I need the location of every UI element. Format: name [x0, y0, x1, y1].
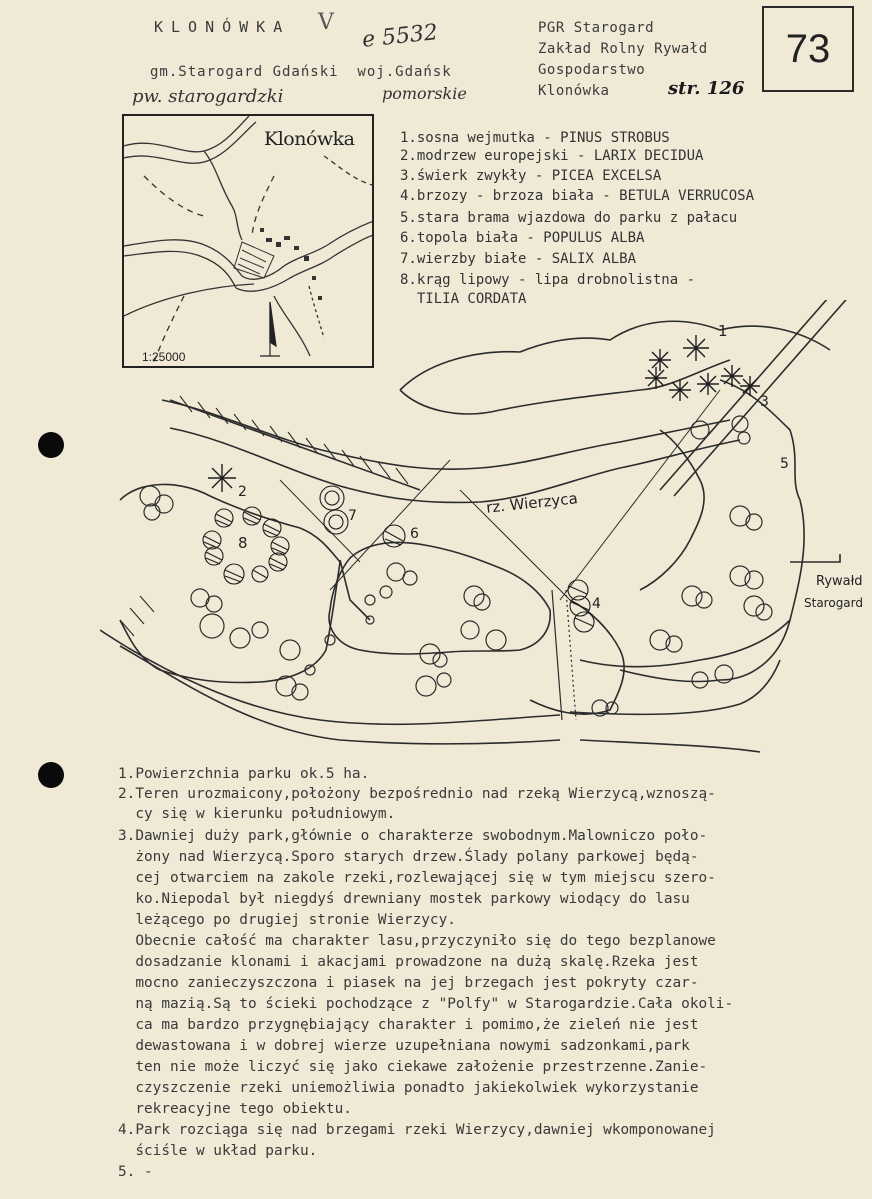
road-label-starogard: Starogard	[804, 596, 863, 610]
description-line-18: 4.Park rozciąga się nad brzegami rzeki Wierzycy,dawniej wkomponowanej	[118, 1122, 716, 1138]
description-line-12: ną mazią.Są to ścieki pochodzące z "Polfy" w Starogardzie.Cała okoli-	[118, 996, 734, 1012]
binder-hole-top	[38, 432, 64, 458]
title-checkmark: V	[318, 10, 334, 35]
legend-item-2: 2.modrzew europejski - LARIX DECIDUA	[400, 148, 704, 164]
description-line-14: dewastowana i w dobrej wierze uzupełniana nowymi sadzonkami,park	[118, 1038, 690, 1054]
institution-line-1: PGR Starogard	[538, 20, 655, 36]
legend-item-3: 3.świerk zwykły - PICEA EXCELSA	[400, 168, 662, 184]
description-line-9: Obecnie całość ma charakter lasu,przyczyniło się do tego bezplanowe	[118, 933, 716, 949]
legend-item-6: 6.topola biała - POPULUS ALBA	[400, 230, 645, 246]
marker-8: 8	[238, 534, 248, 552]
description-line-19: ściśle w układ parku.	[118, 1143, 318, 1159]
river-label: rz. Wierzyca	[485, 489, 579, 517]
description-line-7: ko.Niepodal był niegdyś drewniany mostek parkowy wiodący do lasu	[118, 891, 690, 907]
marker-2: 2	[238, 484, 247, 500]
description-line-3: cy się w kierunku południowym.	[118, 806, 396, 822]
handwritten-voivodeship: pomorskie	[382, 84, 467, 103]
description-line-5: żony nad Wierzycą.Sporo starych drzew.Ślady polany parkowej będą-	[118, 849, 699, 865]
legend-item-5: 5.stara brama wjazdowa do parku z pałacu	[400, 210, 738, 226]
marker-1: 1	[718, 322, 728, 340]
park-plan	[100, 300, 872, 760]
handwritten-code: e 5532	[360, 20, 440, 53]
description-line-16: czyszczenie rzeki uniemożliwia ponadto jakiekolwiek wykorzystanie	[118, 1080, 699, 1096]
legend-item-8: 8.krąg lipowy - lipa drobnolistna -	[400, 272, 696, 288]
description-line-2: 2.Teren urozmaicony,położony bezpośrednio nad rzeką Wierzycą,wznoszą-	[118, 786, 716, 802]
header-location-block	[132, 10, 510, 112]
road-label-rywald: Rywałd	[816, 574, 863, 589]
description-line-11: mocno zanieczyszczona i piasek na jej brzegach jest pokryty czar-	[118, 975, 699, 991]
binder-hole-bottom	[38, 762, 64, 788]
description-line-13: ca ma bardzo przygnębiający charakter i pomimo,że zieleń nie jest	[118, 1017, 699, 1033]
document-title: KLONÓWKA	[154, 18, 291, 36]
inset-scale-label: 1:25000	[142, 350, 186, 364]
description-line-15: ten nie może liczyć się jako ciekawe założenie przestrzenne.Zanie-	[118, 1059, 708, 1075]
legend-item-8-continued: TILIA CORDATA	[400, 291, 527, 307]
description-line-8: leżącego po drugiej stronie Wierzycy.	[118, 912, 456, 928]
legend-item-7: 7.wierzby białe - SALIX ALBA	[400, 251, 637, 267]
marker-4: 4	[592, 596, 601, 612]
institution-line-2: Zakład Rolny Rywałd	[538, 41, 708, 57]
legend-item-4: 4.brzozy - brzoza biała - BETULA VERRUCOSA	[400, 188, 755, 204]
description-line-20: 5. -	[118, 1164, 153, 1180]
park-plan-drawing	[100, 300, 872, 760]
handwritten-district: pw. starogardzki	[132, 86, 284, 107]
description-line-6: cej otwarciem na zakole rzeki,rozlewającej się w tym miejscu szero-	[118, 870, 716, 886]
description-line-4: 3.Dawniej duży park,głównie o charakterze swobodnym.Malowniczo poło-	[118, 828, 708, 844]
institution-line-4: Klonówka	[538, 83, 610, 99]
page-number: 73	[785, 26, 831, 71]
marker-7: 7	[348, 508, 357, 524]
park-description	[118, 764, 858, 1184]
marker-3: 3	[760, 394, 769, 410]
description-line-10: dosadzanie klonami i akacjami prowadzone na dużą skalę.Rzeka jest	[118, 954, 699, 970]
inset-place-label: Klonówka	[264, 128, 355, 150]
header-institution-block	[538, 20, 758, 108]
species-legend	[400, 130, 760, 310]
page-number-box	[762, 6, 854, 92]
institution-line-3: Gospodarstwo	[538, 62, 646, 78]
marker-5: 5	[780, 456, 789, 472]
description-line-17: rekreacyjne tego obiektu.	[118, 1101, 352, 1117]
description-line-1: 1.Powierzchnia parku ok.5 ha.	[118, 766, 370, 782]
handwritten-page-ref: str. 126	[668, 78, 745, 99]
legend-item-1: 1.sosna wejmutka - PINUS STROBUS	[400, 130, 670, 146]
location-line: gm.Starogard Gdański woj.Gdańsk	[150, 64, 452, 80]
marker-6: 6	[410, 526, 419, 542]
